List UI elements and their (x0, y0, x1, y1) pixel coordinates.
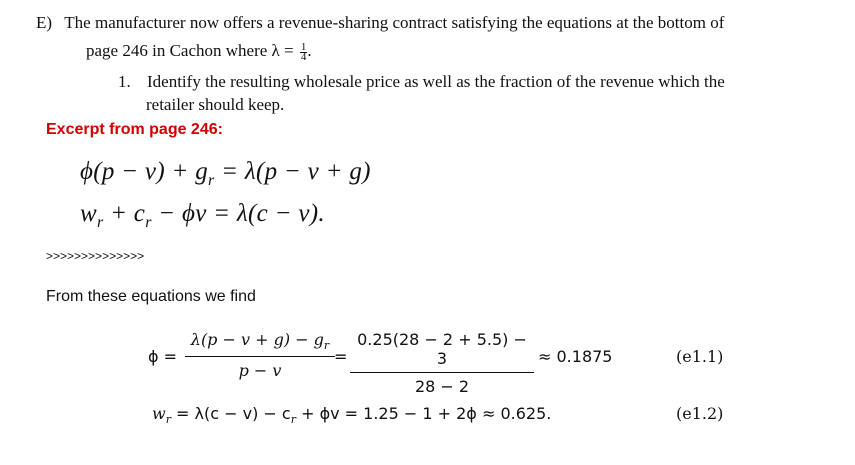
e2-tag: (e1.2) (676, 404, 724, 423)
lambda-numerator: 1 (300, 40, 307, 53)
question-line-2 (86, 41, 312, 62)
question-item-line-1 (118, 72, 725, 92)
eq1-rhs: = λ(p − v + g) (214, 158, 371, 185)
question-label: E) (36, 13, 53, 32)
question-line-1 (36, 13, 724, 33)
eq2-w-sub: r (96, 214, 104, 231)
e1-lhs: ϕ = (148, 347, 178, 366)
e1-approx: ≈ 0.1875 (538, 347, 613, 366)
e1-denominator-2: 28 − 2 (414, 377, 470, 396)
e1-tag: (e1.1) (676, 347, 724, 366)
excerpt-equation-2 (80, 200, 325, 232)
excerpt-title: Excerpt from page 246: (46, 121, 223, 138)
e1-den: p − v (238, 361, 282, 381)
e2-equation (152, 404, 551, 426)
question-item-line-2 (146, 95, 284, 115)
e2-c-sub: r (290, 413, 296, 427)
e1-numerator-1 (185, 330, 335, 357)
e1-numerator-2: 0.25(28 − 2 + 5.5) − 3 (350, 330, 534, 373)
eq2-c-sub: r (145, 214, 152, 231)
e1-equals: = (334, 347, 348, 366)
e1-fraction-2 (350, 330, 534, 396)
item-text-1: Identify the resulting wholesale price as well as the fraction of the revenue which the (147, 72, 725, 91)
e1-fraction-1 (185, 330, 335, 380)
lambda-denominator: 4 (300, 50, 307, 63)
solution-intro: From these equations we find (46, 288, 256, 305)
eq2-w: w (80, 200, 97, 227)
question-text-2-suffix: . (307, 41, 312, 60)
eq1-sub: r (208, 172, 215, 189)
e2-w-sub: r (165, 413, 171, 427)
e1-num-sub: r (323, 339, 330, 353)
question-text-2: page 246 in Cachon where λ = (86, 41, 294, 60)
item-text-2: retailer should keep. (146, 95, 285, 114)
separator-arrows: >>>>>>>>>>>>>> (46, 249, 145, 263)
eq2-rhs: − ϕv = λ(c − v). (151, 200, 325, 227)
eq2-mid: + c (103, 200, 146, 227)
item-number: 1. (118, 72, 131, 91)
e1-num-main: λ(p − v + g) − g (190, 330, 324, 349)
question-text-1: The manufacturer now offers a revenue-sharing contract satisfying the equations at the bottom of (64, 13, 725, 32)
e2-body: = λ(c − v) − c (170, 404, 291, 423)
excerpt-equation-1 (80, 158, 371, 190)
e1-denominator-1 (185, 357, 335, 380)
eq1-lhs: ϕ(p − v) + g (80, 158, 209, 185)
e2-w: w (152, 404, 166, 423)
e2-rest: + ϕv = 1.25 − 1 + 2ϕ ≈ 0.625. (295, 404, 552, 423)
